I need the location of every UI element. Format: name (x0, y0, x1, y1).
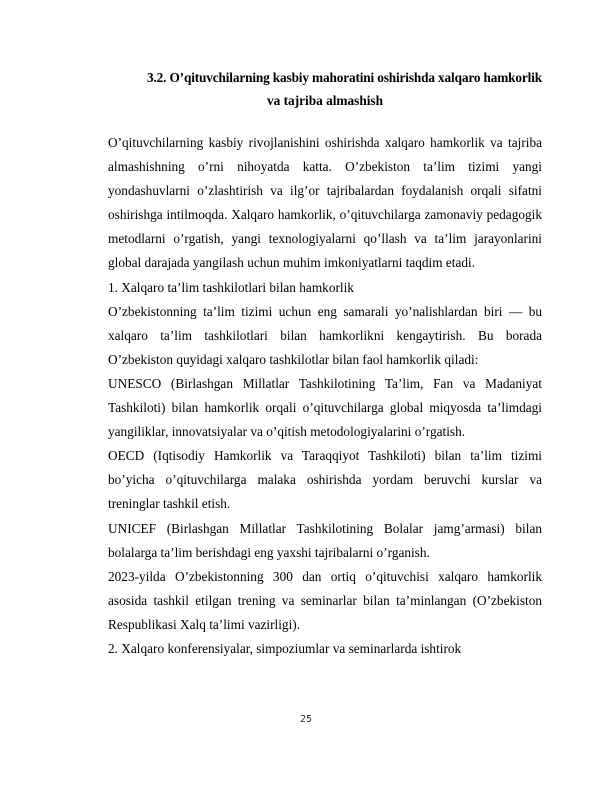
section-heading-line-1: 3.2. O’qituvchilarning kasbiy mahoratini oshirishda xalqaro hamkorlik (146, 70, 542, 85)
unesco-paragraph: UNESCO (Birlashgan Millatlar Tashkilotining Ta’lim, Fan va Madaniyat Tashkiloti) bilan hamkorlik orqali o’qituvchilarga global miqyosda ta’limdagi yangiliklar, innovatsiyalar va o’qitish metodologiyalarini o’rgatish. (108, 375, 542, 440)
subheading-conferences: 2. Xalqaro konferensiyalar, simpoziumlar va seminarlarda ishtirok (108, 640, 462, 656)
intro-paragraph: O’qituvchilarning kasbiy rivojlanishini oshirishda xalqaro hamkorlik va tajriba almashishning o’rni nihoyatda katta. O’zbekiston ta’lim tizimi yangi yondashuvlarni o’zlashtirish va ilg’or tajribalardan foydalanish orqali sifatni oshirishga intilmoqda. Xalqaro hamkorlik, o’qituvchilarga zamonaviy pedagogik metodlarni o’rgatish, yangi texnologiyalarni qo’llash va ta’lim jarayonlarini global darajada yangilash uchun muhim imkoniyatlarni taqdim etadi. (108, 135, 542, 271)
section-heading-line-2: va tajriba almashish (267, 93, 383, 108)
body-text (108, 131, 542, 661)
oecd-paragraph: OECD (Iqtisodiy Hamkorlik va Taraqqiyot Tashkiloti) bilan ta’lim tizimi bo’yicha o’qituvchilarga malaka oshirishda yordam beruvchi kurslar va treninglar tashkil etish. (108, 448, 542, 512)
unicef-paragraph: UNICEF (Birlashgan Millatlar Tashkilotining Bolalar jamg’armasi) bilan bolalarga ta’lim berishdagi eng yaxshi tajribalarni o’rganish. (108, 520, 542, 560)
page-number: 25 (299, 714, 313, 725)
organizations-intro-paragraph: O’zbekistonning ta’lim tizimi uchun eng samarali yo’nalishlardan biri — bu xalqaro ta’lim tashkilotlari bilan hamkorlikni kengaytirish. Bu borada O’zbekiston quyidagi xalqaro tashkilotlar bilan faol hamkorlik qiladi: (108, 303, 542, 367)
statistics-paragraph: 2023-yilda O’zbekistonning 300 dan ortiq o’qituvchisi xalqaro hamkorlik asosida tashkil etilgan trening va seminarlar bilan ta’minlangan (O’zbekiston Respublikasi Xalq ta’limi vazirligi). (108, 568, 542, 632)
subheading-international-organizations: 1. Xalqaro ta’lim tashkilotlari bilan hamkorlik (108, 279, 354, 295)
